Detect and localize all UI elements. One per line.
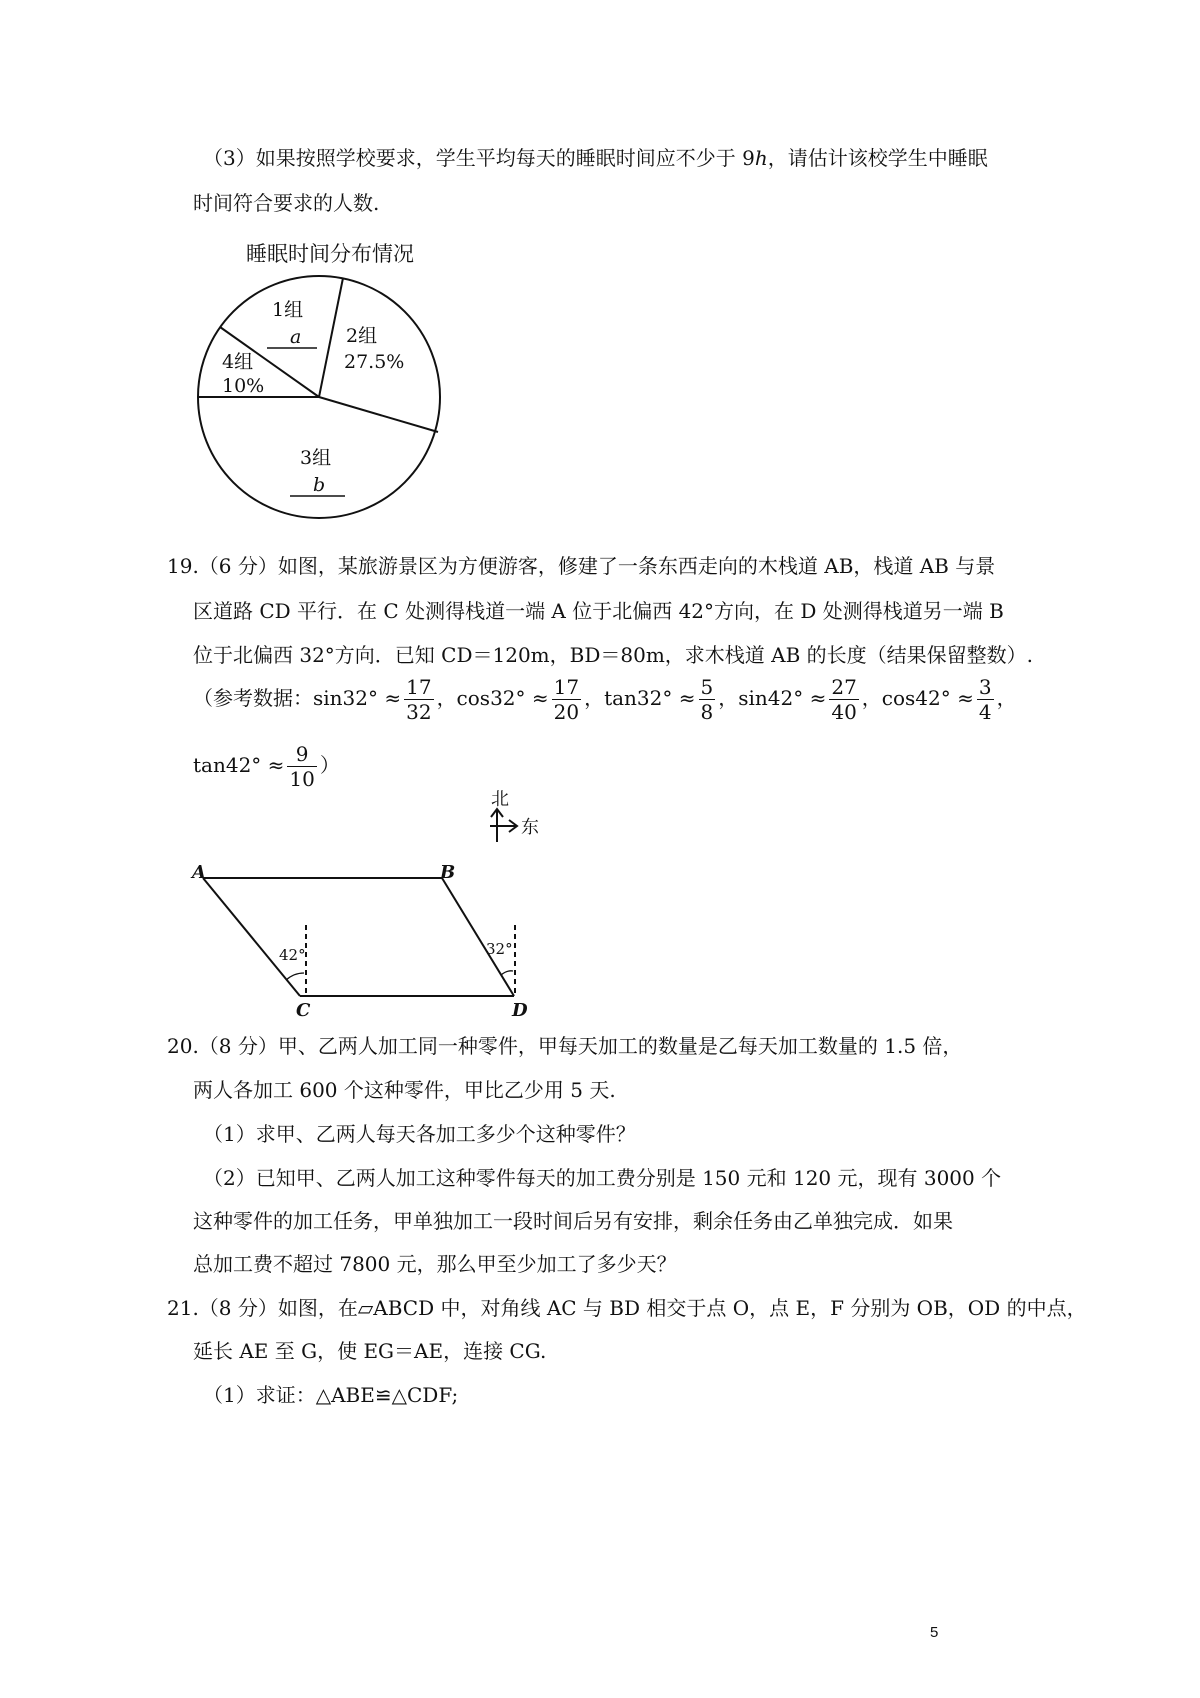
ref-fn: ，tan32° ≈ — [584, 686, 696, 710]
pie-group2-value: 27.5% — [344, 351, 405, 373]
pie-chart-title: 睡眠时间分布情况 — [246, 242, 414, 266]
numerator: 17 — [553, 675, 580, 699]
q19-reference-data-2 — [193, 742, 340, 791]
compass-east-label: 东 — [521, 817, 539, 838]
figure19-diagram — [190, 805, 530, 1010]
ref-sin32 — [313, 675, 437, 724]
numerator: 9 — [295, 742, 309, 766]
unit-h: h — [754, 146, 768, 170]
fraction — [287, 742, 316, 791]
fraction — [404, 675, 433, 724]
numerator: 17 — [406, 675, 432, 699]
point-d-label: D — [512, 1000, 528, 1021]
ref-sin42 — [718, 675, 862, 724]
q19-reference-data — [193, 675, 1017, 724]
q21-line1: 21.（8 分）如图，在▱ABCD 中，对角线 AC 与 BD 相交于点 O，点 E，F 分别为 OB，OD 的中点， — [167, 1296, 1087, 1320]
q21-part1: （1）求证：△ABE≌△CDF; — [203, 1383, 459, 1407]
q18-part3-tail: ，请估计该校学生中睡眠 — [767, 146, 988, 170]
fraction — [552, 675, 581, 724]
segment-bd — [442, 878, 514, 996]
ref-tan32 — [584, 675, 718, 724]
numerator: 3 — [978, 675, 992, 699]
q19-line1: 19.（6 分）如图，某旅游景区为方便游客，修建了一条东西走向的木栈道 AB，栈道 AB 与景 — [167, 554, 996, 578]
angle-c-label: 42° — [279, 946, 306, 964]
ref-tail: ， — [996, 686, 1017, 710]
denominator: 10 — [289, 767, 315, 791]
point-c-label: C — [296, 1000, 311, 1021]
ref-cos42 — [861, 675, 997, 724]
pie-group2-label: 2组 — [346, 325, 378, 347]
numerator: 5 — [700, 675, 714, 699]
ref-prefix: （参考数据： — [193, 686, 313, 710]
numerator: 27 — [831, 675, 857, 699]
denominator: 8 — [700, 700, 714, 724]
q20-part1: （1）求甲、乙两人每天各加工多少个这种零件？ — [203, 1122, 636, 1146]
ref-fn: ，cos32° ≈ — [436, 686, 549, 710]
page-number: 5 — [930, 1624, 939, 1641]
pie-group1-label: 1组 — [272, 299, 304, 321]
q18-part3-text: （3）如果按照学校要求，学生平均每天的睡眠时间应不少于 9 — [203, 146, 755, 170]
q18-part3-line1 — [203, 144, 988, 172]
ref2-tail: ） — [319, 753, 340, 777]
segment-ac — [203, 878, 300, 996]
pie-divider-1-2 — [319, 278, 343, 397]
angle-arc-d — [501, 971, 513, 975]
fraction — [699, 675, 716, 724]
fraction — [977, 675, 994, 724]
angle-arc-c — [286, 973, 304, 980]
q20-part2-line3: 总加工费不超过 7800 元，那么甲至少加工了多少天？ — [193, 1252, 677, 1276]
ref-fn: ，cos42° ≈ — [861, 686, 974, 710]
q20-line1: 20.（8 分）甲、乙两人加工同一种零件，甲每天加工的数量是乙每天加工数量的 1.5 倍， — [167, 1034, 963, 1058]
q19-line2: 区道路 CD 平行．在 C 处测得栈道一端 A 位于北偏西 42°方向，在 D 处测得栈道另一端 B — [193, 599, 1004, 623]
compass-north-label: 北 — [491, 789, 509, 810]
ref-tan42: tan42° ≈ — [193, 753, 285, 777]
ref-fn: sin32° ≈ — [313, 686, 402, 710]
pie-group3-label: 3组 — [300, 447, 332, 469]
q18-part3-line2: 时间符合要求的人数. — [193, 191, 380, 215]
q20-line2: 两人各加工 600 个这种零件，甲比乙少用 5 天. — [193, 1078, 616, 1102]
angle-d-label: 32° — [486, 940, 513, 958]
denominator: 20 — [553, 700, 580, 724]
ref-fn: ，sin42° ≈ — [718, 686, 827, 710]
denominator: 32 — [406, 700, 432, 724]
pie-group4-label: 4组 — [222, 351, 254, 373]
pie-group1-value: a — [290, 326, 302, 348]
denominator: 4 — [978, 700, 992, 724]
pie-group3-value: b — [313, 474, 326, 496]
q19-line3: 位于北偏西 32°方向．已知 CD＝120m，BD＝80m，求木栈道 AB 的长度（结果保留整数）. — [193, 643, 1033, 667]
point-b-label: B — [440, 862, 456, 883]
pie-divider-2-3 — [319, 397, 438, 432]
q20-part2-line2: 这种零件的加工任务，甲单独加工一段时间后另有安排，剩余任务由乙单独完成．如果 — [193, 1209, 953, 1233]
compass-arrow-icon — [490, 809, 517, 842]
pie-group4-value: 10% — [222, 375, 265, 397]
point-a-label: A — [192, 862, 206, 883]
q20-part2-line1: （2）已知甲、乙两人加工这种零件每天的加工费分别是 150 元和 120 元，现有 3000 个 — [203, 1166, 1002, 1190]
denominator: 40 — [831, 700, 857, 724]
fraction — [829, 675, 858, 724]
ref-cos32 — [436, 675, 585, 724]
q21-line2: 延长 AE 至 G，使 EG＝AE，连接 CG. — [193, 1339, 547, 1363]
